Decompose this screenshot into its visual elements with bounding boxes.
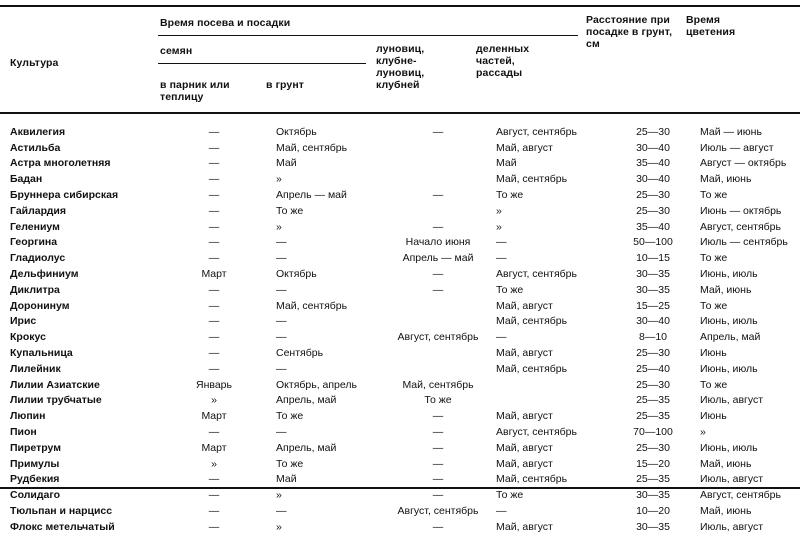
- table-row: [0, 456, 800, 472]
- cell-ground: —: [276, 505, 287, 518]
- cell-greenhouse: —: [208, 426, 220, 439]
- cell-bloom: Июль, август: [700, 520, 764, 533]
- table-row: [0, 361, 800, 377]
- cell-distance: 10—15: [636, 252, 670, 265]
- header-distance: Расстояние при посадке в грунт, см: [586, 14, 673, 50]
- cell-bulbs: Апрель — май: [402, 252, 474, 265]
- table-row: [0, 519, 800, 535]
- cell-divided: Май, август: [496, 299, 553, 312]
- table-row: [0, 171, 800, 187]
- cell-divided: —: [496, 505, 507, 518]
- cell-bulbs: Начало июня: [405, 236, 471, 249]
- table-row: [0, 487, 800, 503]
- cell-greenhouse: Март: [201, 441, 227, 454]
- table-row: [0, 329, 800, 345]
- cell-culture: Ирис: [10, 315, 37, 328]
- cell-distance: 25—35: [636, 410, 670, 423]
- cell-distance: 35—40: [636, 157, 670, 170]
- cell-bloom: Июль — август: [700, 141, 774, 154]
- cell-bulbs: —: [432, 268, 444, 281]
- cell-ground: —: [276, 362, 287, 375]
- cell-bulbs: [384, 203, 492, 219]
- header-culture: Культура: [10, 57, 59, 69]
- cell-bulbs: Август, сентябрь: [397, 505, 479, 518]
- cell-distance: 30—40: [636, 173, 670, 186]
- cell-greenhouse: —: [208, 362, 220, 375]
- cell-divided: Май, сентябрь: [496, 473, 568, 486]
- cell-culture: Астра многолетняя: [10, 157, 111, 170]
- cell-greenhouse: —: [208, 173, 220, 186]
- cell-bloom: Июль, август: [700, 394, 764, 407]
- header-bloom: Время цветения: [686, 14, 736, 38]
- cell-ground: То же: [276, 410, 304, 423]
- cell-divided: Май, август: [496, 141, 553, 154]
- table-body: [0, 124, 800, 535]
- cell-divided: Май, август: [496, 457, 553, 470]
- cell-divided: »: [496, 204, 502, 217]
- cell-divided: Май: [496, 157, 517, 170]
- cell-distance: 30—35: [636, 268, 670, 281]
- cell-bloom: Август, сентябрь: [700, 220, 781, 233]
- table-row: [0, 266, 800, 282]
- cell-ground: То же: [276, 204, 304, 217]
- cell-divided: Май, сентябрь: [496, 362, 568, 375]
- cell-ground: »: [276, 220, 282, 233]
- cell-divided: —: [496, 331, 507, 344]
- cell-divided: »: [496, 220, 502, 233]
- cell-ground: Апрель, май: [276, 441, 337, 454]
- cell-greenhouse: Март: [201, 268, 227, 281]
- cell-ground: Октябрь, апрель: [276, 378, 357, 391]
- cell-greenhouse: —: [208, 252, 220, 265]
- bottom-rule: [0, 487, 800, 489]
- table-row: [0, 377, 800, 393]
- cell-greenhouse: —: [208, 489, 220, 502]
- cell-distance: 25—30: [636, 189, 670, 202]
- cell-culture: Бруннера сибирская: [10, 189, 119, 202]
- cell-culture: Рудбекия: [10, 473, 60, 486]
- planting-table: [0, 124, 800, 535]
- cell-bulbs: —: [432, 426, 444, 439]
- cell-bloom: Июль — сентябрь: [700, 236, 788, 249]
- cell-ground: —: [276, 426, 287, 439]
- cell-greenhouse: Январь: [196, 378, 232, 391]
- cell-distance: 25—35: [636, 473, 670, 486]
- cell-divided: [492, 377, 608, 393]
- cell-greenhouse: —: [208, 299, 220, 312]
- cell-bulbs: То же: [424, 394, 452, 407]
- cell-greenhouse: —: [208, 141, 220, 154]
- cell-greenhouse: —: [208, 505, 220, 518]
- table-row: [0, 156, 800, 172]
- cell-culture: Доронинум: [10, 299, 70, 312]
- cell-divided: То же: [496, 283, 524, 296]
- cell-divided: —: [496, 252, 507, 265]
- cell-culture: Диклитра: [10, 283, 60, 296]
- cell-culture: Аквилегия: [10, 125, 66, 138]
- header-ground: в грунт: [266, 79, 305, 91]
- cell-distance: 35—40: [636, 220, 670, 233]
- cell-ground: Май: [276, 473, 297, 486]
- cell-greenhouse: —: [208, 204, 220, 217]
- cell-greenhouse: —: [208, 157, 220, 170]
- cell-culture: Купальница: [10, 347, 73, 360]
- cell-culture: Крокус: [10, 331, 46, 344]
- cell-greenhouse: —: [208, 236, 220, 249]
- sowing-time-rule: [158, 35, 578, 36]
- cell-greenhouse: —: [208, 125, 220, 138]
- cell-bloom: Май, июнь: [700, 457, 752, 470]
- cell-culture: Люпин: [10, 410, 46, 423]
- cell-bloom: То же: [700, 252, 728, 265]
- cell-culture: Флокс метельчатый: [10, 520, 115, 533]
- cell-ground: Май, сентябрь: [276, 299, 348, 312]
- cell-culture: Пион: [10, 426, 37, 439]
- cell-bloom: Июль, август: [700, 473, 764, 486]
- cell-bulbs: [384, 140, 492, 156]
- cell-bulbs: —: [432, 283, 444, 296]
- cell-bloom: »: [700, 426, 706, 439]
- cell-greenhouse: —: [208, 283, 220, 296]
- cell-culture: Лилии трубчатые: [10, 394, 102, 407]
- cell-greenhouse: —: [208, 220, 220, 233]
- cell-bloom: Июнь — октябрь: [700, 204, 782, 217]
- cell-distance: 30—35: [636, 489, 670, 502]
- header-seeds: семян: [160, 45, 193, 57]
- header-greenhouse: в парник или теплицу: [160, 79, 230, 103]
- cell-distance: 25—30: [636, 378, 670, 391]
- cell-greenhouse: —: [208, 189, 220, 202]
- cell-ground: —: [276, 252, 287, 265]
- cell-bloom: Июнь, июль: [700, 268, 758, 281]
- table-row: [0, 282, 800, 298]
- cell-culture: Бадан: [10, 173, 43, 186]
- cell-bulbs: [384, 345, 492, 361]
- cell-distance: 15—20: [636, 457, 670, 470]
- cell-bloom: Май, июнь: [700, 283, 752, 296]
- table-row: [0, 187, 800, 203]
- cell-bulbs: Май, сентябрь: [402, 378, 474, 391]
- cell-greenhouse: Март: [201, 410, 227, 423]
- cell-bulbs: [384, 314, 492, 330]
- cell-greenhouse: —: [208, 520, 220, 533]
- cell-bulbs: [384, 171, 492, 187]
- cell-bloom: Апрель, май: [700, 331, 761, 344]
- cell-ground: —: [276, 236, 287, 249]
- cell-ground: Апрель — май: [276, 189, 347, 202]
- cell-bloom: Август, сентябрь: [700, 489, 781, 502]
- table-row: [0, 408, 800, 424]
- table-row: [0, 424, 800, 440]
- cell-divided: То же: [496, 489, 524, 502]
- cell-ground: »: [276, 520, 282, 533]
- table-row: [0, 250, 800, 266]
- cell-divided: Май, сентябрь: [496, 315, 568, 328]
- cell-distance: 25—40: [636, 362, 670, 375]
- table-row: [0, 219, 800, 235]
- cell-bulbs: —: [432, 220, 444, 233]
- cell-greenhouse: —: [208, 473, 220, 486]
- cell-bloom: То же: [700, 189, 728, 202]
- cell-culture: Примулы: [10, 457, 60, 470]
- table-row: [0, 140, 800, 156]
- cell-bloom: Июнь: [700, 347, 727, 360]
- cell-distance: 10—20: [636, 505, 670, 518]
- cell-bulbs: —: [432, 441, 444, 454]
- cell-culture: Тюльпан и нарцисс: [10, 505, 113, 518]
- cell-bloom: То же: [700, 378, 728, 391]
- table-row: [0, 440, 800, 456]
- table-row: [0, 298, 800, 314]
- cell-distance: 30—35: [636, 283, 670, 296]
- cell-ground: »: [276, 489, 282, 502]
- table-row: [0, 235, 800, 251]
- cell-ground: Сентябрь: [276, 347, 324, 360]
- cell-ground: Май: [276, 157, 297, 170]
- cell-greenhouse: —: [208, 347, 220, 360]
- cell-ground: —: [276, 315, 287, 328]
- cell-bulbs: [384, 298, 492, 314]
- cell-greenhouse: »: [211, 457, 217, 470]
- cell-ground: —: [276, 331, 287, 344]
- cell-bulbs: [384, 361, 492, 377]
- cell-distance: 30—35: [636, 520, 670, 533]
- cell-culture: Солидаго: [10, 489, 61, 502]
- cell-bloom: То же: [700, 299, 728, 312]
- cell-bulbs: —: [432, 489, 444, 502]
- cell-bloom: Июнь, июль: [700, 315, 758, 328]
- cell-bulbs: [384, 156, 492, 172]
- seeds-rule: [158, 63, 366, 64]
- header-rule: [0, 112, 800, 114]
- cell-bloom: Май — июнь: [700, 125, 762, 138]
- cell-bulbs: —: [432, 125, 444, 138]
- cell-bloom: Август — октябрь: [700, 157, 787, 170]
- cell-culture: Гладиолус: [10, 252, 66, 265]
- cell-bulbs: —: [432, 457, 444, 470]
- cell-bulbs: —: [432, 473, 444, 486]
- cell-ground: Апрель, май: [276, 394, 337, 407]
- cell-divided: То же: [496, 189, 524, 202]
- cell-divided: Май, август: [496, 410, 553, 423]
- cell-divided: Май, август: [496, 520, 553, 533]
- cell-ground: Май, сентябрь: [276, 141, 348, 154]
- cell-ground: То же: [276, 457, 304, 470]
- cell-ground: —: [276, 283, 287, 296]
- cell-ground: Октябрь: [276, 268, 317, 281]
- cell-distance: 50—100: [633, 236, 673, 249]
- cell-bloom: Май, июнь: [700, 173, 752, 186]
- cell-culture: Астильба: [10, 141, 61, 154]
- table-row: [0, 124, 800, 140]
- cell-culture: Гайлардия: [10, 204, 67, 217]
- cell-distance: 30—40: [636, 141, 670, 154]
- cell-greenhouse: »: [211, 394, 217, 407]
- cell-distance: 70—100: [633, 426, 673, 439]
- table-row: [0, 203, 800, 219]
- cell-distance: 25—30: [636, 204, 670, 217]
- cell-bulbs: —: [432, 520, 444, 533]
- cell-bulbs: Август, сентябрь: [397, 331, 479, 344]
- header-bulbs: луновиц, клубне-луновиц, клубней: [376, 43, 425, 91]
- cell-divided: Май, август: [496, 347, 553, 360]
- cell-divided: Май, август: [496, 441, 553, 454]
- cell-bulbs: —: [432, 189, 444, 202]
- cell-bloom: Июнь, июль: [700, 441, 758, 454]
- cell-culture: Лилии Азиатские: [10, 378, 100, 391]
- cell-greenhouse: —: [208, 315, 220, 328]
- cell-distance: 25—30: [636, 125, 670, 138]
- cell-bloom: Июнь, июль: [700, 362, 758, 375]
- table-row: [0, 503, 800, 519]
- cell-greenhouse: —: [208, 331, 220, 344]
- cell-distance: 25—30: [636, 347, 670, 360]
- cell-ground: »: [276, 173, 282, 186]
- cell-distance: 8—10: [638, 331, 668, 344]
- table-row: [0, 472, 800, 488]
- top-rule: [0, 5, 800, 7]
- cell-distance: 30—40: [636, 315, 670, 328]
- cell-culture: Лилейник: [10, 362, 61, 375]
- cell-divided: [492, 393, 608, 409]
- cell-bloom: Май, июнь: [700, 505, 752, 518]
- table-row: [0, 393, 800, 409]
- cell-ground: Октябрь: [276, 125, 317, 138]
- cell-divided: Август, сентябрь: [496, 125, 577, 138]
- cell-bloom: Июнь: [700, 410, 727, 423]
- cell-culture: Дельфиниум: [10, 268, 79, 281]
- header-divided: деленных частей, рассады: [476, 43, 530, 79]
- cell-distance: 25—30: [636, 441, 670, 454]
- cell-distance: 15—25: [636, 299, 670, 312]
- cell-culture: Гелениум: [10, 220, 60, 233]
- cell-divided: Август, сентябрь: [496, 426, 577, 439]
- cell-divided: —: [496, 236, 507, 249]
- cell-distance: 25—35: [636, 394, 670, 407]
- cell-divided: Май, сентябрь: [496, 173, 568, 186]
- cell-culture: Пиретрум: [10, 441, 62, 454]
- header-sowing-time: Время посева и посадки: [160, 17, 291, 29]
- table-row: [0, 314, 800, 330]
- cell-culture: Георгина: [10, 236, 58, 249]
- table-row: [0, 345, 800, 361]
- cell-bulbs: —: [432, 410, 444, 423]
- cell-divided: Август, сентябрь: [496, 268, 577, 281]
